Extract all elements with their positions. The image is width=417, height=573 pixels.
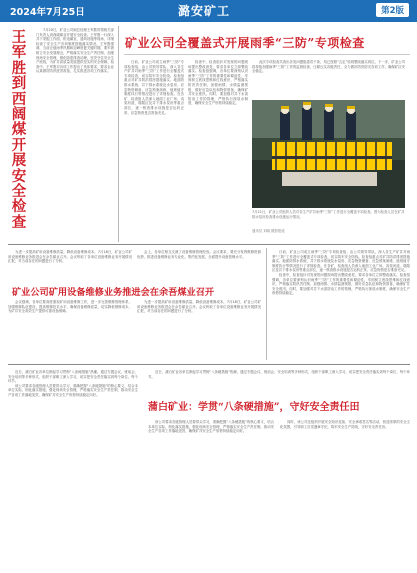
paragraph: 该公司要求各级管理人员要带头学习，准确把握“八条硬措施”的核心要义，结合本单位实际，细化落实措施，强化现场安全管理，严格落实安全生产责任制，推动安全生产各项工作落地见效，确保矿井安全生产形势持续稳定向好。 bbox=[8, 383, 138, 397]
title-char: 胜 bbox=[11, 59, 27, 77]
bottom-article-col1 bbox=[8, 370, 138, 566]
paragraph: 日前，矿业公司成立雨季“三防”专项检查组，由公司领导带队，深入各生产矿井对雨季“三防”工作进行全覆盖式专项检查，切实筑牢安全防线。检查组重点对矿井防洪排涝措施落实、地面防排水系统、井下排水系统及水泵房、应急物资储备、应急预案演练、值班值守制度执行等情况进行了详细检查。在各矿，检查组人员深入地面工业广场、沟渠河道、塌陷区及井下排水泵房等重点部位，逐一核查排水设施是否运转正常、应急物资是否准备充足。 bbox=[272, 250, 410, 273]
main-article-continued bbox=[272, 250, 410, 360]
paragraph: 为进一步提高矿用设备维修质量，降低设备维修成本，7月18日，矿业公司矿用设备维修业务推进会在余吾煤业召开。会议听取了各单位设备维修业务开展情况汇报，对当前存在的问题进行了分析。 bbox=[8, 250, 132, 264]
mine-inspection-image bbox=[252, 100, 405, 208]
column-divider bbox=[266, 248, 267, 360]
middle-article-intro-2 bbox=[137, 250, 261, 278]
page-number-badge: 第2版 bbox=[376, 3, 409, 17]
title-char: 军 bbox=[11, 44, 27, 62]
middle-article-col2 bbox=[137, 300, 261, 360]
main-article-col1 bbox=[124, 60, 184, 240]
middle-headline: 矿业公司矿用设备维修业务推进会在余吾煤业召开 bbox=[12, 287, 215, 298]
title-char: 查 bbox=[11, 213, 27, 231]
main-article-photo bbox=[252, 100, 405, 208]
section-divider bbox=[8, 244, 410, 245]
main-headline: 矿业公司全覆盖式开展雨季“三防”专项检查 bbox=[125, 36, 365, 50]
paragraph: 检查中，检查组针对发现的问题现场提出整改意见，要求各单位立即整改落实。检查组强调，各单位要深刻认识雨季“三防”工作的重要性和紧迫性，牢固树立底线思维和红线意识，严格落实防汛责任制，加强雨情、水情监测预报，做好应急队伍和物资准备，确保矿井安全度汛。同时，要加强对井下水害防治工作的管理，严格执行探放水制度，确保安全生产形势持续稳定。 bbox=[272, 272, 410, 296]
main-article-col3 bbox=[252, 60, 405, 98]
paragraph: 日前，矿业公司成立雨季“三防”专项检查组，由公司领导带队，深入各生产矿井对雨季“三防”工作进行全覆盖式专项检查，切实筑牢安全防线。检查组重点对矿井防洪排涝措施落实、地面防排水系统、井下排水系统及水泵房、应急物资储备、应急预案演练、值班值守制度执行等情况进行了详细检查。在各矿，检查组人员深入地面工业广场、沟渠河道、塌陷区及井下排水泵房等重点部位，逐一核查排水设施是否运转正常、应急物资是否准备充足。 bbox=[124, 60, 184, 115]
column-divider bbox=[118, 26, 119, 242]
middle-article-col1 bbox=[8, 300, 132, 360]
bottom-article-col2 bbox=[148, 420, 274, 566]
paragraph: 该公司要求各级管理人员要带头学习，准确把握“八条硬措施”的核心要义，结合本单位实际，细化落实措施，强化现场安全管理，严格落实安全生产责任制，推动安全生产各项工作落地见效，确保矿井安全生产形势持续稳定向好。 bbox=[148, 420, 274, 434]
masthead-bar bbox=[0, 0, 417, 22]
left-article-body bbox=[36, 28, 114, 240]
newspaper-logo: 潞安矿工 bbox=[178, 4, 231, 18]
title-char: 全 bbox=[11, 183, 27, 201]
title-char: 王 bbox=[11, 29, 27, 46]
bottom-article-lead bbox=[148, 370, 410, 394]
title-char: 到 bbox=[11, 75, 27, 93]
paragraph: 7月20日，矿业公司副总经理王军胜带领相关部门负责人到西阔煤业开展安全检查。王军胜一行深入井下采掘工作面、机电硐室、通风设施等现场，详细检查了安全生产各项制度措施落实情况。王军胜强调，当前正值雨季汛期和迎峰度夏关键时期，要牢固树立安全发展理念，严格落实安全生产责任制，加强现场安全管理，强化隐患排查治理，坚决守住安全生产底线，为矿井高质量发展提供坚实的安全保障。检查中，王军胜对各项工作提出了具体要求，要求企业认真做好防汛度汛准备，扎实推进各项工作落实。 bbox=[36, 28, 114, 74]
left-article-title bbox=[8, 30, 30, 230]
paragraph: 为进一步提高矿用设备维修质量，降低设备维修成本，7月18日，矿业公司矿用设备维修业务推进会在余吾煤业召开。会议听取了各单位设备维修业务开展情况汇报，对当前存在的问题进行了分析。 bbox=[137, 300, 261, 314]
paragraph: 检查中，检查组针对发现的问题现场提出整改意见，要求各单位立即整改落实。检查组强调，各单位要深刻认识雨季“三防”工作的重要性和紧迫性，牢固树立底线思维和红线意识，严格落实防汛责任制，加强雨情、水情监测预报，做好应急队伍和物资准备，确保矿井安全度汛。同时，要加强对井下水害防治工作的管理，严格执行探放水制度，确保安全生产形势持续稳定。 bbox=[188, 60, 248, 106]
headline-rule bbox=[124, 54, 410, 55]
paragraph: 同时，该公司还组织开展安全知识竞赛、安全承诺签名等活动，营造浓厚的安全文化氛围，引导职工自觉遵章守纪，筑牢安全生产防线，守好安全责任田。 bbox=[280, 420, 410, 429]
photo-caption: 7月21日，矿业公司组织人员对各生产矿井雨季“三防”工作进行全覆盖专项检查。图为检查人员在矿井排水泵房检查排水设施运行情况。 bbox=[252, 210, 405, 219]
title-char: 西 bbox=[11, 90, 27, 108]
photo-author: 通讯员 刘晓 摄影报道 bbox=[252, 229, 285, 233]
paragraph: 近日，蒲白矿业各单位掀起学习贯彻“八条硬措施”热潮，通过专题会议、班前会、安全培训等多种形式，组织干部职工深入学习，切实把安全责任落实到每个岗位、每个环节。 bbox=[8, 370, 138, 384]
bottom-article-col3 bbox=[280, 420, 410, 566]
paragraph: 此次专项检查共查出各类问题隐患若干条，均已按照“五定”原则整改落实到位。下一步，矿业公司将持续加强雨季“三防”工作的监督检查，压紧压实各级责任，全力做好防汛防灾各项工作，确保矿区安全稳定。 bbox=[252, 60, 405, 74]
paragraph: 会议强调，各单位要高度重视矿用设备维修工作，进一步完善维修管理体系，加强维修队伍建设，提高维修技术水平，确保设备维修质量，切实降低维修成本，为矿井安全高效生产提供可靠设备保障。 bbox=[8, 300, 132, 314]
bottom-headline: 蒲白矿业：学贯“八条硬措施”，守好安全责任田 bbox=[148, 402, 360, 413]
title-char: 检 bbox=[11, 198, 27, 216]
title-char: 展 bbox=[11, 152, 27, 170]
title-char: 安 bbox=[11, 167, 27, 185]
title-char: 阔 bbox=[11, 106, 27, 124]
title-char: 开 bbox=[11, 136, 27, 154]
section-divider bbox=[8, 364, 410, 365]
main-article-col2 bbox=[188, 60, 248, 240]
middle-article-intro bbox=[8, 250, 132, 278]
issue-date: 2024年7月25日 bbox=[10, 7, 85, 18]
paragraph: 近日，蒲白矿业各单位掀起学习贯彻“八条硬措施”热潮，通过专题会议、班前会、安全培训等多种形式，组织干部职工深入学习，切实把安全责任落实到每个岗位、每个环节。 bbox=[148, 370, 410, 379]
paragraph: 会上，各单位相互交流了设备维修管理经验。会议要求，要充分发挥维修资源优势，推进设备维修业务专业化、集约化发展，全面提升设备管理水平。 bbox=[137, 250, 261, 259]
title-char: 煤 bbox=[11, 121, 27, 139]
